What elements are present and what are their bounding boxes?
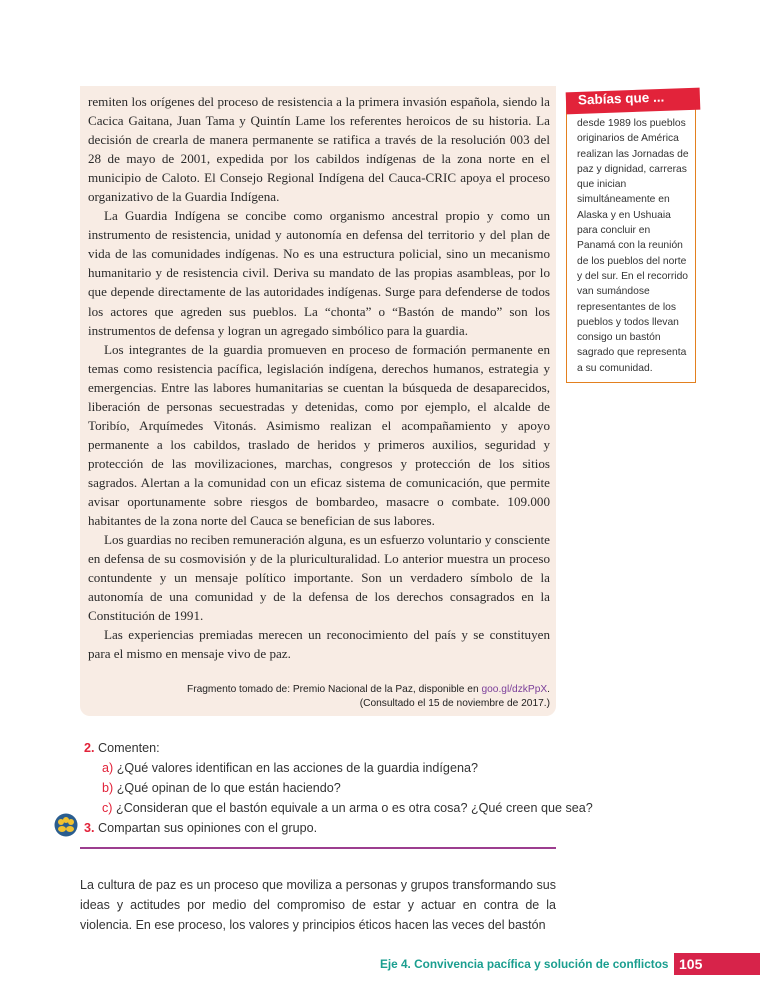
activity-2-text: Comenten: [98,741,160,755]
source-line [150,683,550,697]
activity-3-number: 3. [84,821,95,835]
activity-2a-text: ¿Qué valores identifican en las acciones de la guardia indígena? [116,761,478,775]
group-work-icon [54,813,78,837]
activity-3-text: Compartan sus opiniones con el grupo. [98,821,318,835]
activity-3 [84,819,317,838]
source-citation [150,683,550,711]
activity-2a [102,759,478,778]
footer-section-title: Eje 4. Convivencia pacífica y solución de conflictos [380,957,669,971]
activity-2b-text: ¿Qué opinan de lo que están haciendo? [116,781,341,795]
activity-2b-letter: b) [102,781,114,795]
page-number: 105 [674,953,760,975]
activity-2 [84,739,160,758]
source-suffix: . [547,684,550,695]
paragraph-4: Los guardias no reciben remuneración alguna, es un esfuerzo voluntario y consciente en defensa de su cosmovisión y de la pluriculturalidad. Lo anterior muestra un proceso contundente y un mensaje político importante. Son un verdadero símbolo de la autonomía de una comunidad y de la defensa de los derechos consagrados en la Constitución de 1991. [88,532,550,624]
activity-2a-letter: a) [102,761,114,775]
section-divider [80,847,556,849]
sidebar-text: desde 1989 los pueblos originarios de América realizan las Jornadas de paz y dignidad, carreras que inician simultáneamente en Alaska y en Ushuaia para concluir en Panamá con la reunión de los pueblos del norte y del sur. En el recorrido van sumándose representantes de los pueblos y todos llevan consigo un bastón sagrado que representa a su comunidad. [577,118,689,374]
paragraph-3: Los integrantes de la guardia promueven en proceso de formación permanente en temas como resistencia pacífica, legislación indígena, derechos humanos, estrategia y emergencias. Entre las labores humanitarias se cuentan la búsqueda de desaparecidos, liberación de personas secuestradas y detenidas, como por ejemplo, el alcalde de Toribío, Arquímedes Vitonás. Asimismo realizan el acompañamiento y apoyo permanente a los cabildos, traslado de heridos y primeros auxilios, seguridad y protección de las movilizaciones, marchas, congresos y protección de los sitios sagrados. Alertan a la comunidad con un eficaz sistema de comunicación, que permite avisar oportunamente sobre riesgos de bombardeo, masacre o combate. 109.000 habitantes de la zona norte del Cauca se benefician de sus labores. [88,341,550,529]
paragraph-1: remiten los orígenes del proceso de resistencia a la primera invasión española, siendo la Cacica Gaitana, Juan Tama y Quintín Lame los referentes heroicos de su historia. La decisión de crearla de manera permanente se ratifica a través de la resolución 003 del 28 de mayo de 2001, expedida por los cabildos indígenas de la zona norte en el municipio de Caloto. El Consejo Regional Indígena del Cauca-CRIC apoya el proceso organizativo de la Guardia Indígena. [88,94,550,205]
activity-2c-letter: c) [102,801,113,815]
activity-2-number: 2. [84,741,95,755]
reading-text [88,92,550,663]
source-date: (Consultado el 15 de noviembre de 2017.) [359,698,550,709]
activity-2c [102,799,593,818]
closing-paragraph: La cultura de paz es un proceso que moviliza a personas y grupos transformando sus ideas y actitudes por medio del compromiso de estar y actuar en contra de la violencia. En ese proceso, los valores y principios éticos hacen las veces del bastón [80,878,556,932]
activity-2c-text: ¿Consideran que el bastón equivale a un arma o es otra cosa? ¿Qué creen que sea? [116,801,593,815]
activity-2b [102,779,341,798]
source-link[interactable]: goo.gl/dzkPpX [481,684,548,695]
sidebar-title: Sabías que ... [577,89,665,108]
paragraph-5: Las experiencias premiadas merecen un reconocimiento del país y se constituyen para el mismo en mensaje vivo de paz. [88,627,550,662]
paragraph-2: La Guardia Indígena se concibe como organismo ancestral propio y como un instrumento de resistencia, unidad y autonomía en defensa del territorio y del plan de vida de las comunidades indígenas. No es una estructura policial, sino un mecanismo humanitario y de resistencia civil. Deriva su mandato de las propias asambleas, por lo que depende directamente de las autoridades indígenas. Surge para defenderse de todos los actores que agreden sus pueblos. La “chonta” o “Bastón de mando” son los instrumentos de defensa y logran un agregado simbólico para la guardia. [88,208,550,338]
source-prefix: Fragmento tomado de: Premio Nacional de la Paz, disponible en [186,684,482,695]
